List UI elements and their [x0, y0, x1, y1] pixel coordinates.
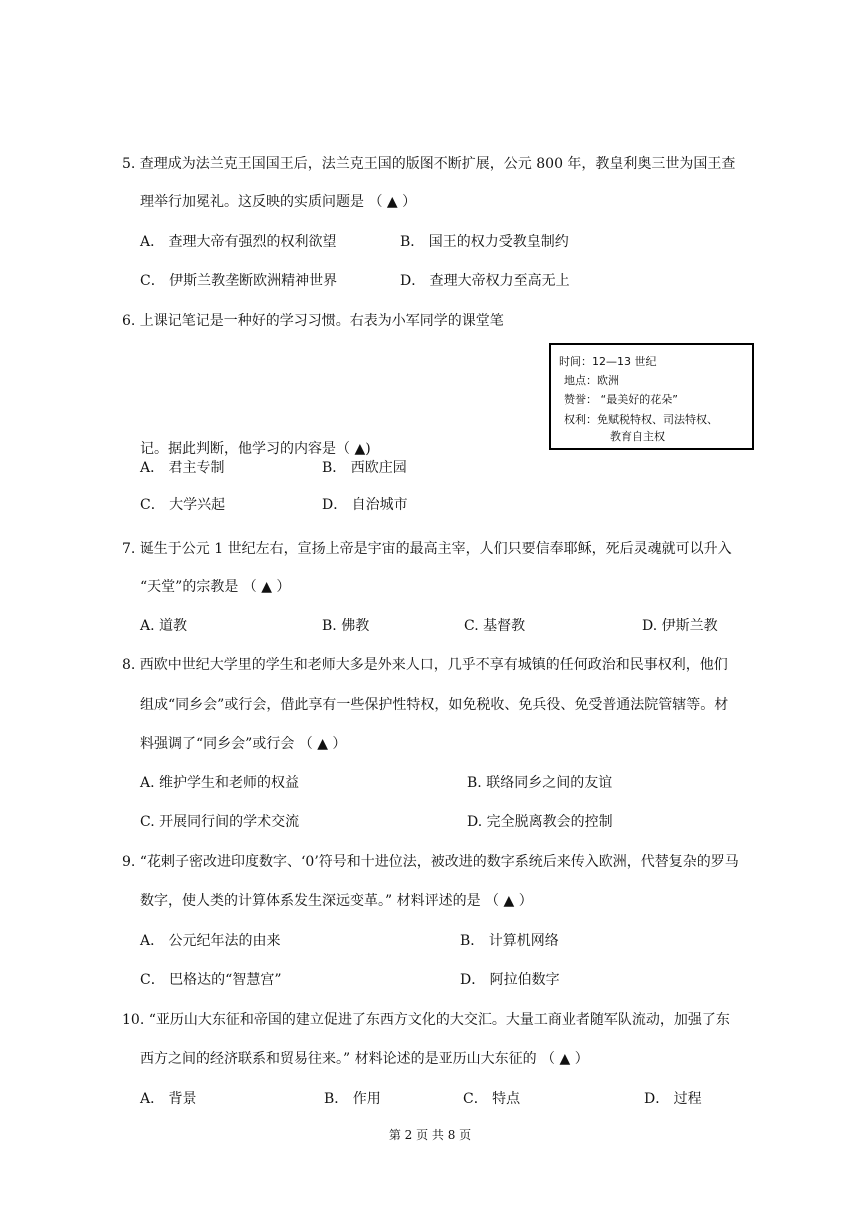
- q7-option-b: B. 佛教: [322, 618, 370, 634]
- q9-option-a: A． 公元纪年法的由来: [140, 933, 281, 949]
- q7-stem-line1: 7. 诞生于公元 1 世纪左右，宣扬上帝是宇宙的最高主宰，人们只要信奉耶稣，死后灵魂就可以升入: [122, 541, 732, 557]
- q8-stem-line1: 8. 西欧中世纪大学里的学生和老师大多是外来人口，几乎不享有城镇的任何政治和民事权利，他们: [122, 657, 728, 673]
- q5-stem-line2: 理举行加冕礼。这反映的实质问题是 （ ▲ ）: [140, 194, 417, 210]
- q7-option-d: D. 伊斯兰教: [642, 618, 718, 634]
- class-notes-table: [549, 343, 754, 450]
- q9-stem-line2: 数字，使人类的计算体系发生深远变革。” 材料评述的是 （ ▲ ）: [140, 893, 533, 909]
- q10-option-d: D． 过程: [644, 1091, 702, 1107]
- q9-option-d: D． 阿拉伯数字: [460, 972, 560, 988]
- q8-option-b: B. 联络同乡之间的友谊: [467, 775, 613, 791]
- q5-option-b: B． 国王的权力受教皇制约: [400, 234, 569, 250]
- q6-stem-line2: 记。据此判断，他学习的内容是（ ▲): [140, 441, 371, 457]
- notes-rights-line2: 教育自主权: [610, 430, 665, 443]
- q5-option-c: C． 伊斯兰教垄断欧洲精神世界: [140, 273, 338, 289]
- q8-option-d: D. 完全脱离教会的控制: [467, 814, 613, 830]
- q10-option-b: B． 作用: [324, 1091, 381, 1107]
- q6-option-d: D． 自治城市: [322, 497, 408, 513]
- q5-option-a: A． 查理大帝有强烈的权利欲望: [140, 234, 337, 250]
- notes-place: 地点：欧洲: [564, 374, 619, 387]
- q8-option-c: C. 开展同行间的学术交流: [140, 814, 300, 830]
- notes-praise: 赞誉： “最美好的花朵”: [564, 393, 678, 406]
- q7-option-c: C. 基督教: [464, 618, 526, 634]
- q8-option-a: A. 维护学生和老师的权益: [140, 775, 300, 791]
- q8-stem-line3: 料强调了“同乡会”或行会 （ ▲ ）: [140, 736, 347, 752]
- q7-stem-line2: “天堂”的宗教是 （ ▲ ）: [140, 579, 291, 595]
- q7-option-a: A. 道教: [140, 618, 188, 634]
- q6-option-a: A． 君主专制: [140, 460, 225, 476]
- q5-stem-line1: 5. 查理成为法兰克王国国王后，法兰克王国的版图不断扩展，公元 800 年，教皇利奥三世为国王查: [122, 156, 736, 172]
- q5-option-d: D． 查理大帝权力至高无上: [400, 273, 570, 289]
- page-number-footer: 第 2 页 共 8 页: [388, 1128, 472, 1142]
- notes-time: 时间：12—13 世纪: [559, 355, 657, 368]
- q10-option-c: C． 特点: [463, 1091, 521, 1107]
- q10-stem-line1: 10. “亚历山大东征和帝国的建立促进了东西方文化的大交汇。大量工商业者随军队流动，加强了东: [122, 1012, 730, 1028]
- q9-stem-line1: 9. “花剌子密改进印度数字、‘0’符号和十进位法，被改进的数字系统后来传入欧洲，代替复杂的罗马: [122, 854, 739, 870]
- q10-stem-line2: 西方之间的经济联系和贸易往来。” 材料论述的是亚历山大东征的 （ ▲ ）: [140, 1051, 589, 1067]
- notes-rights-line1: 权利：免赋税特权、司法特权、: [564, 413, 718, 426]
- q6-stem-line1: 6. 上课记笔记是一种好的学习习惯。右表为小军同学的课堂笔: [122, 313, 504, 329]
- q6-option-b: B． 西欧庄园: [322, 460, 407, 476]
- q10-option-a: A． 背景: [140, 1091, 197, 1107]
- q8-stem-line2: 组成“同乡会”或行会，借此享有一些保护性特权，如免税收、免兵役、免受普通法院管辖等。材: [140, 697, 729, 713]
- q9-option-b: B． 计算机网络: [460, 933, 559, 949]
- q9-option-c: C． 巴格达的“智慧宫”: [140, 972, 282, 988]
- q6-option-c: C． 大学兴起: [140, 497, 226, 513]
